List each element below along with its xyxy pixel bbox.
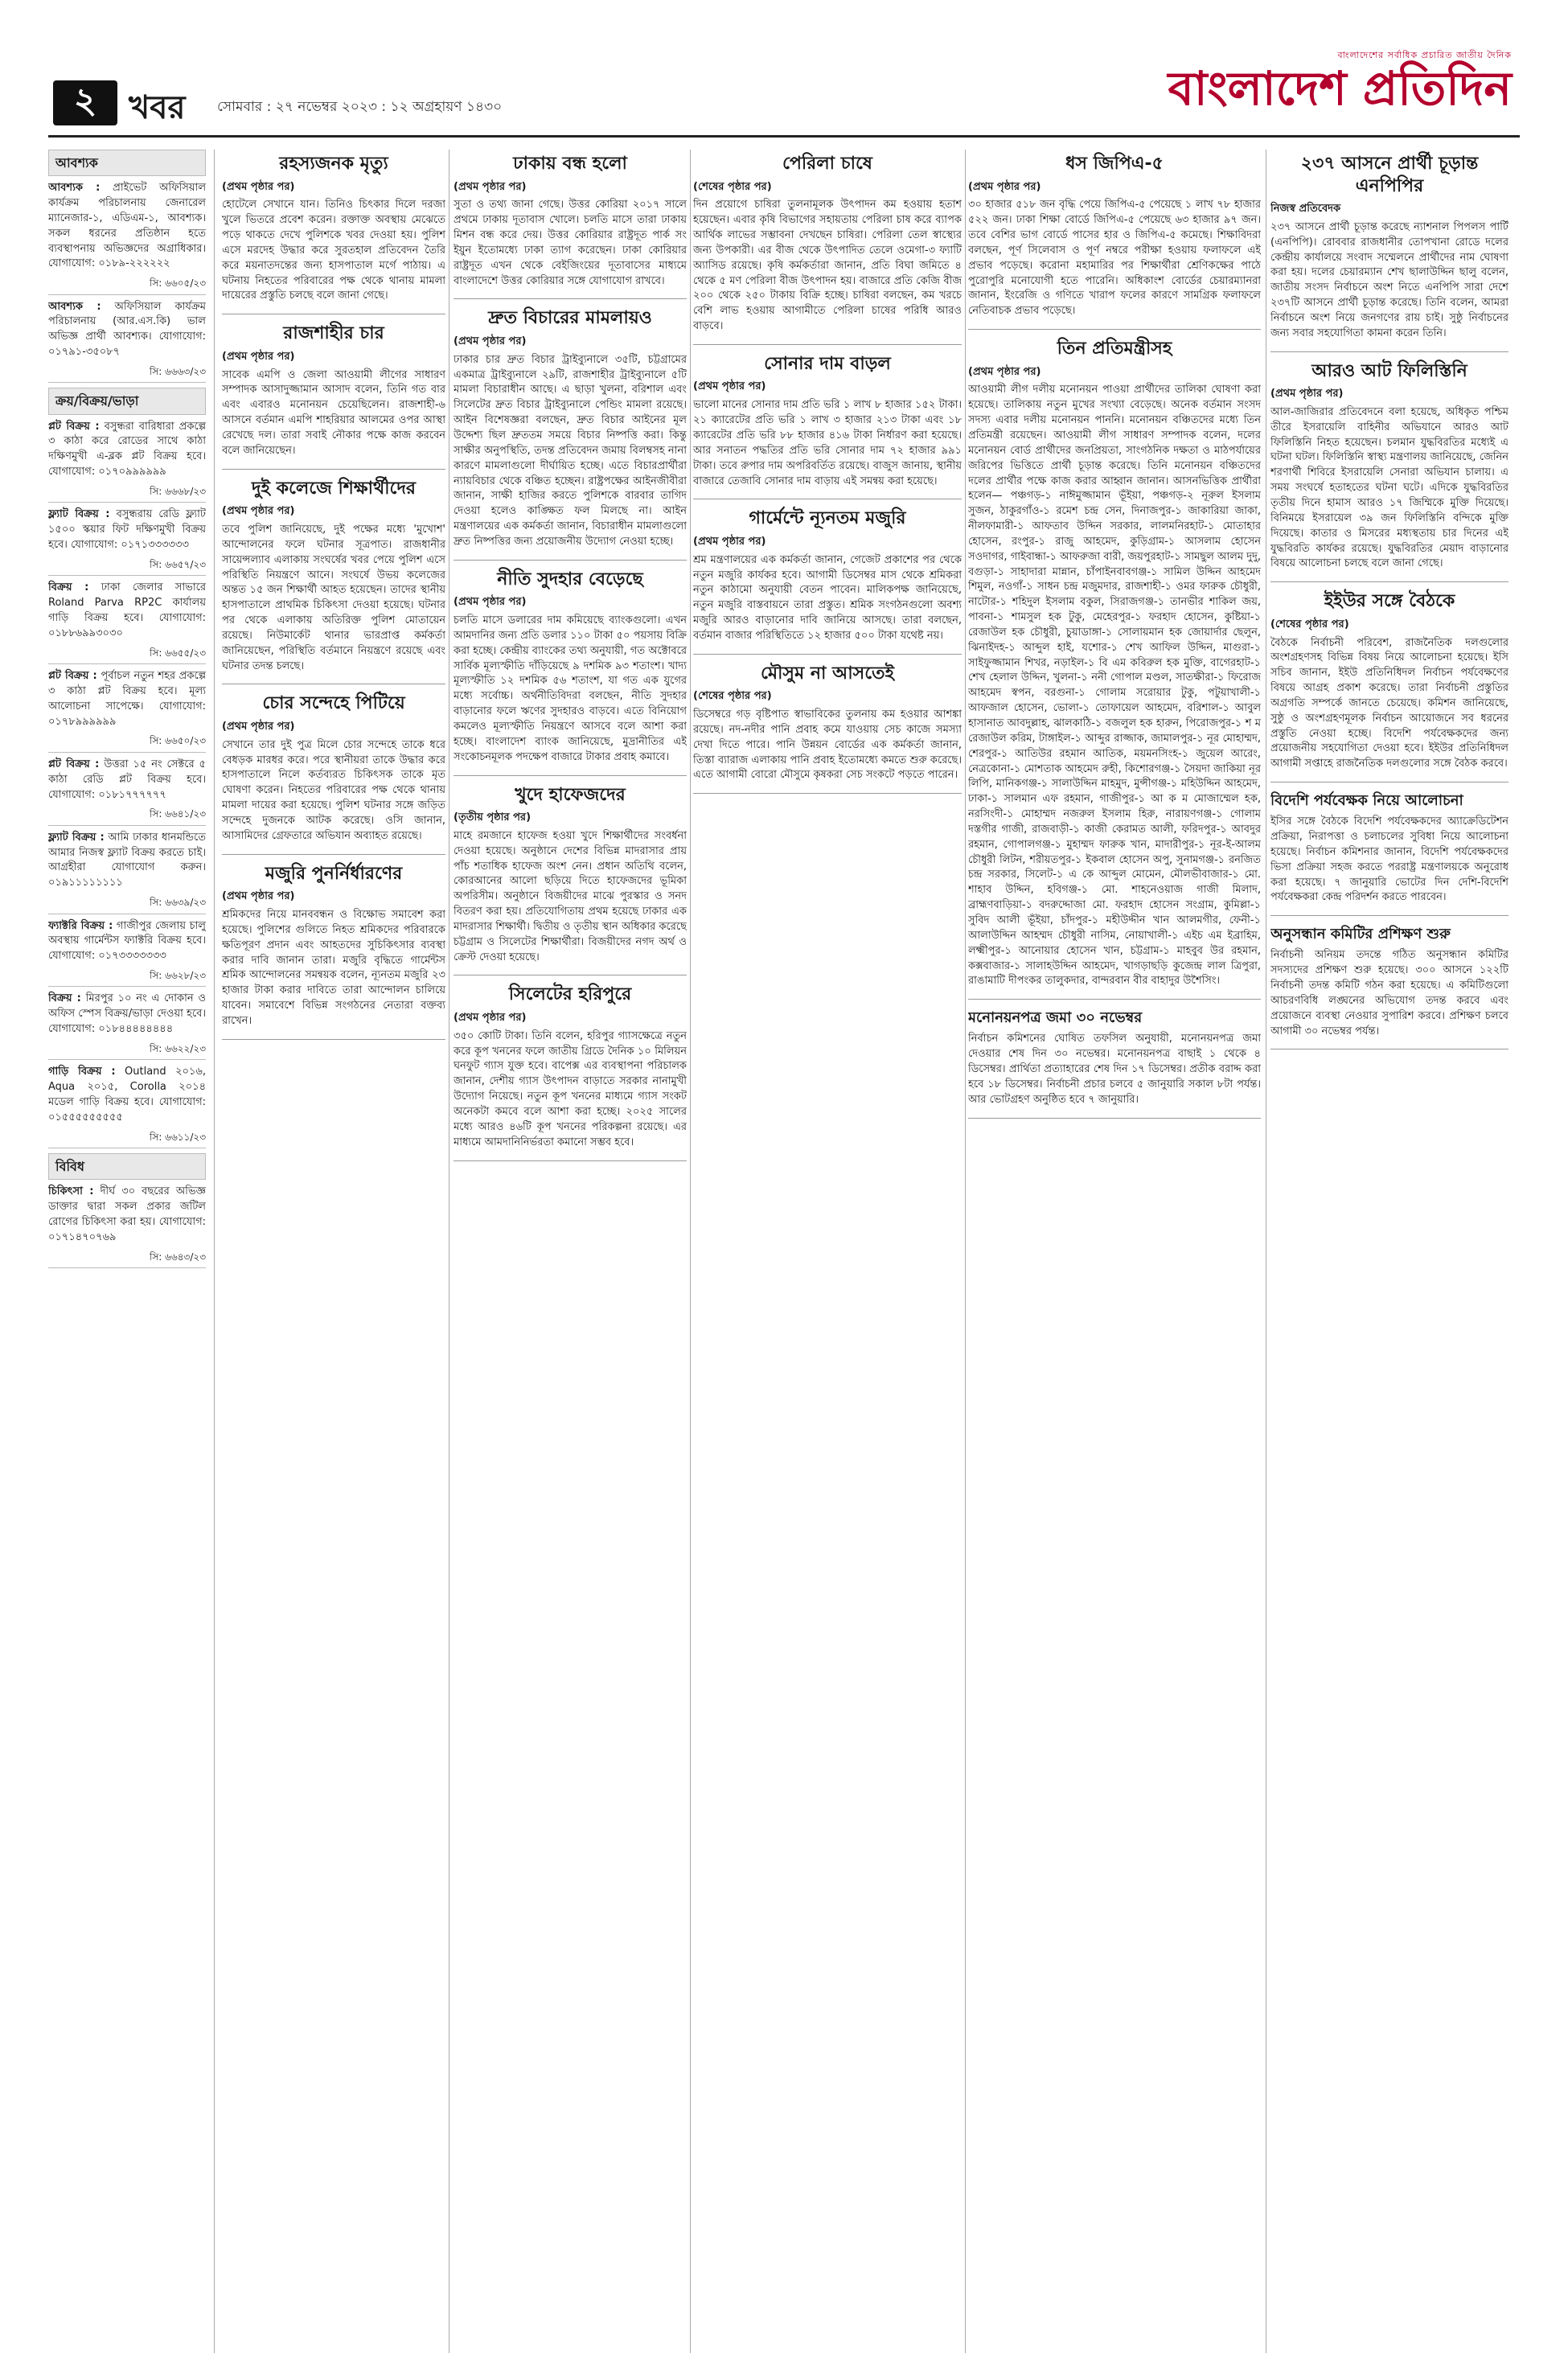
- article-body: সেখানে তার দুই পুত্র মিলে চোর সন্দেহে তাকে ধরে বেধড়ক মারধর করে। পরে স্থানীয়রা তাকে উদ্ধার করে হাসপাতালে নিলে কর্তব্যরত চিকিৎসক তাকে মৃত ঘোষণা করেন। নিহতের পরিবারের পক্ষ থেকে থানায় মামলা দায়ের করা হয়েছে। পুলিশ ঘটনার সঙ্গে জড়িত সন্দেহে দুজনকে আটক করেছে। ওসি জানান, আসামিদের গ্রেফতারে অভিযান অব্যাহত রয়েছে।: [222, 738, 445, 842]
- article-column-3: [693, 150, 962, 802]
- classified-number: সি: ৬৬৬৩/২৩: [149, 366, 206, 378]
- classified-number: সি: ৬৬৪১/২৩: [149, 808, 206, 820]
- classified-ad: [48, 1185, 206, 1268]
- classified-body: প্রাইভেট অফিসিয়াল কার্যক্রম পরিচালনায় জেনারেল ম্যানেজার-১, এডিএম-১, আবশ্যক। সকল ধরনের প্রতিষ্ঠান হতে ব্যবস্থাপনায় অভিজ্ঞদের অগ্রাধিকার। যোগাযোগ: ০১৮৯-২২২২২২: [48, 182, 206, 270]
- classified-ad: [48, 758, 206, 826]
- article-headline: নীতি সুদহার বেড়েছে: [497, 569, 643, 589]
- news-article: [454, 153, 687, 299]
- classified-ad: [48, 181, 206, 294]
- article-byline: (প্রথম পৃষ্ঠার পর): [454, 335, 527, 347]
- classified-text: [48, 300, 206, 360]
- article-body: আওয়ামী লীগ দলীয় মনোনয়ন পাওয়া প্রার্থীদের তালিকা ঘোষণা করা হয়েছে। তালিকায় নতুন মুখের সংখ্যা বেড়েছে। অনেক বর্তমান সংসদ সদস্য এবার দলীয় মনোনয়ন পাননি। মনোনয়ন বঞ্চিতদের মধ্যে তিন প্রতিমন্ত্রী রয়েছেন। আওয়ামী লীগ সাধারণ সম্পাদক বলেন, দলের মনোনয়ন বোর্ড প্রার্থীদের জনপ্রিয়তা, সাংগঠনিক দক্ষতা ও মাঠপর্যায়ের জরিপের ভিত্তিতে প্রার্থী চূড়ান্ত করেছে। তিনি মনোনয়ন বঞ্চিতদের দলের প্রার্থীর পক্ষে কাজ করার আহ্বান জানান। আসনভিত্তিক প্রার্থীরা হলেন— পঞ্চগড়-১ নাঈমুজ্জামান ভূঁইয়া, পঞ্চগড়-২ নূরুল ইসলাম সুজন, ঠাকুরগাঁও-১ রমেশ চন্দ্র সেন, দিনাজপুর-১ জাকারিয়া জাকা, নীলফামারী-১ আফতাব উদ্দিন সরকার, লালমনিরহাট-১ মোতাহার হোসেন, রংপুর-১ রাজু আহমেদ, কুড়িগ্রাম-১ আসলাম হোসেন সওদাগর, গাইবান্ধা-১ আফরুজা বারী, জয়পুরহাট-১ সামছুল আলম দুদু, বগুড়া-১ সাহাদারা মান্নান, চাঁপাইনবাবগঞ্জ-১ সামিল উদ্দিন আহমেদ শিমুল, নওগাঁ-১ সাধন চন্দ্র মজুমদার, রাজশাহী-১ ওমর ফারুক চৌধুরী, নাটোর-১ শহিদুল ইসলাম বকুল, সিরাজগঞ্জ-১ তানভীর শাকিল জয়, পাবনা-১ শামসুল হক টুকু, মেহেরপুর-১ ফরহাদ হোসেন, কুষ্টিয়া-১ রেজাউল হক চৌধুরী, চুয়াডাঙ্গা-১ সোলায়মান হক জোয়ার্দার ছেলুন, ঝিনাইদহ-১ আব্দুল হাই, যশোর-১ শেখ আফিল উদ্দিন, মাগুরা-১ সাইফুজ্জামান শিখর, নড়াইল-১ বি এম কবিরুল হক মুক্তি, বাগেরহাট-১ শেখ হেলাল উদ্দিন, খুলনা-১ ননী গোপাল মণ্ডল, সাতক্ষীরা-১ ফিরোজ আহমেদ স্বপন, বরগুনা-১ গোলাম সরোয়ার টুকু, পটুয়াখালী-১ আফজাল হোসেন, ভোলা-১ তোফায়েল আহমেদ, বরিশাল-১ আবুল হাসানাত আবদুল্লাহ, ঝালকাঠি-১ বজলুল হক হারুন, পিরোজপুর-১ শ ম রেজাউল করিম, টাঙ্গাইল-১ আব্দুর রাজ্জাক, জামালপুর-১ নূর মোহাম্মদ, শেরপুর-১ আতিউর রহমান আতিক, ময়মনসিংহ-১ জুয়েল আরেং, নেত্রকোনা-১ মোশতাক আহমেদ রুহী, কিশোরগঞ্জ-১ সৈয়দা জাকিয়া নূর লিপি, মানিকগঞ্জ-১ সালাউদ্দিন মাহমুদ, মুন্সীগঞ্জ-১ মহিউদ্দিন আহমেদ, ঢাকা-১ সালমান এফ রহমান, গাজীপুর-১ আ ক ম মোজাম্মেল হক, নরসিংদী-১ মোহাম্মদ নজরুল ইসলাম হিরু, নারায়ণগঞ্জ-১ গোলাম দস্তগীর গাজী, রাজবাড়ী-১ কাজী কেরামত আলী, ফরিদপুর-১ আবদুর রহমান, গোপালগঞ্জ-১ মুহাম্মদ ফারুক খান, মাদারীপুর-১ নূর-ই-আলম চৌধুরী লিটন, শরীয়তপুর-১ ইকবাল হোসেন অপু, সুনামগঞ্জ-১ রনজিত চন্দ্র সরকার, সিলেট-১ এ কে আব্দুল মোমেন, মৌলভীবাজার-১ মো. শাহাব উদ্দিন, হবিগঞ্জ-১ মো. শাহনেওয়াজ গাজী মিলাদ, ব্রাহ্মণবাড়িয়া-১ বদরুদ্দোজা মো. ফরহাদ হোসেন সংগ্রাম, কুমিল্লা-১ সুবিদ আলী ভূঁইয়া, চাঁদপুর-১ মহীউদ্দীন খান আলমগীর, ফেনী-১ আলাউদ্দিন আহম্মদ চৌধুরী নাসিম, নোয়াখালী-১ এইচ এম ইব্রাহিম, লক্ষ্মীপুর-১ আনোয়ার হোসেন খান, চট্টগ্রাম-১ মাহবুব উর রহমান, কক্সবাজার-১ সালাহউদ্দিন আহমেদ, খাগড়াছড়ি কুজেন্দ্র লাল ত্রিপুরা, রাঙামাটি দীপংকর তালুকদার, বান্দরবান বীর বাহাদুর উশৈসিং।: [968, 384, 1261, 988]
- news-article: [222, 153, 445, 314]
- article-headline: ধস জিপিএ-৫: [1065, 154, 1164, 174]
- article-headline: ২৩৭ আসনে প্রার্থী চূড়ান্ত এনপিপির: [1300, 154, 1479, 196]
- page-number: ২: [53, 80, 117, 125]
- news-article: [222, 692, 445, 854]
- classified-text: [48, 919, 206, 965]
- masthead-logo: বাংলাদেশ প্রতিদিন: [1168, 61, 1512, 116]
- article-subheading: অনুসন্ধান কমিটির প্রশিক্ষণ শুরু: [1270, 926, 1451, 943]
- article-headline: আরও আট ফিলিস্তিনি: [1311, 360, 1467, 381]
- classified-body: দীর্ঘ ৩০ বছরের অভিজ্ঞ ডাক্তার দ্বারা সকল প্রকার জটিল রোগের চিকিৎসা করা হয়। যোগাযোগ: ০১৭১৪৭০৭৬৯: [48, 1185, 206, 1243]
- article-headline: সোনার দাম বাড়ল: [764, 353, 891, 374]
- article-headline: মজুরি পুনর্নির্ধারণের: [265, 863, 403, 884]
- classified-number: সি: ৬৬০৫/২৩: [149, 277, 206, 290]
- classified-text: [48, 420, 206, 480]
- article-body: ডিসেম্বরে গড় বৃষ্টিপাত স্বাভাবিকের তুলনায় কম হওয়ার আশঙ্কা রয়েছে। নদ-নদীর পানি প্রবাহ কমে যাওয়ায় সেচ কাজে সমস্যা দেখা দিতে পারে। পানি উন্নয়ন বোর্ডের এক কর্মকর্তা জানান, তিস্তা ব্যারাজ এলাকায় পানি প্রবাহ ইতোমধ্যে কমতে শুরু করেছে। এতে আগামী বোরো মৌসুমে কৃষকরা সেচ সংকটে পড়তে পারেন।: [693, 709, 962, 782]
- article-body: শ্রমিকদের নিয়ে মানববন্ধন ও বিক্ষোভ সমাবেশ করা হয়েছে। পুলিশের গুলিতে নিহত শ্রমিকদের পরিবারকে ক্ষতিপূরণ প্রদান এবং আহতদের সুচিকিৎসার ব্যবস্থা করার দাবি জানান তারা। মজুরি বৃদ্ধিতে গার্মেন্টস শ্রমিক আন্দোলনের সমন্বয়ক বলেন, ন্যূনতম মজুরি ২৩ হাজার টাকা করার দাবিতে তারা আন্দোলন চালিয়ে যাবেন। সমাবেশে বিভিন্ন সংগঠনের নেতারা বক্তব্য রাখেন।: [222, 909, 445, 1027]
- classified-number: সি: ৬৬৫৭/২৩: [149, 558, 206, 570]
- article-byline: (প্রথম পৃষ্ঠার পর): [693, 380, 766, 393]
- classified-misc-list: [48, 1185, 206, 1268]
- article-byline: (প্রথম পৃষ্ঠার পর): [1270, 388, 1344, 400]
- page-header: [32, 0, 1536, 129]
- article-body: শ্রম মন্ত্রণালয়ের এক কর্মকর্তা জানান, গেজেট প্রকাশের পর থেকে নতুন মজুরি কার্যকর হবে। আগামী ডিসেম্বর মাস থেকে শ্রমিকরা নতুন কাঠামো অনুযায়ী বেতন পাবেন। মালিকপক্ষ জানিয়েছে, নতুন মজুরি বাস্তবায়নে তারা প্রস্তুত। শ্রমিক সংগঠনগুলো অবশ্য মজুরি আরও বাড়ানোর দাবি জানিয়ে আসছে। তারা বলছেন, বর্তমান বাজার পরিস্থিতিতে ১২ হাজার ৫০০ টাকা যথেষ্ট নয়।: [693, 553, 962, 642]
- news-article: [1270, 791, 1508, 916]
- classified-keyword: বিক্রয় :: [48, 992, 81, 1005]
- classified-keyword: বিক্রয় :: [48, 581, 89, 594]
- classified-wanted-list: [48, 181, 206, 383]
- news-article: [1270, 360, 1508, 583]
- article-body: নির্বাচনী অনিয়ম তদন্তে গঠিত অনুসন্ধান কমিটির সদস্যদের প্রশিক্ষণ শুরু হয়েছে। ৩০০ আসনে ১২২টি নির্বাচনী তদন্ত কমিটি গঠন করা হয়েছে। এ কমিটিগুলো আচরণবিধি লঙ্ঘনের অভিযোগ তদন্ত করবে এবং প্রয়োজনে ব্যবস্থা নেওয়ার সুপারিশ করবে। প্রশিক্ষণ চলবে আগামী ৩০ নভেম্বর পর্যন্ত।: [1270, 949, 1508, 1037]
- classified-body: বসুন্ধরা বারিধারা প্রকল্পে ৩ কাঠা করে রোডের সাথে কাঠা দক্ষিণমুখী এ-ব্লক প্লট বিক্রয় হবে। যোগাযোগ: ০১৭০৯৯৯৯৯৯: [48, 420, 206, 478]
- classified-body: Outland ২০১৬, Aqua ২০১৫, Corolla ২০১৪ মডেল গাড়ি বিক্রয় হবে। যোগাযোগ: ০১৫৫৫৫৫৫৫৫৫: [48, 1066, 206, 1123]
- classified-keyword: আবশ্যক :: [48, 182, 101, 195]
- article-body: আল-জাজিরার প্রতিবেদনে বলা হয়েছে, অধিকৃত পশ্চিম তীরে ইসরায়েলি বাহিনীর অভিযানে আরও আট ফিলিস্তিনি নিহত হয়েছেন। চলমান যুদ্ধবিরতির মধ্যেই এ ঘটনা ঘটল। ফিলিস্তিনি স্বাস্থ্য মন্ত্রণালয় জানিয়েছে, জেনিন শরণার্থী শিবিরে ইসরায়েলি সেনারা অভিযান চালায়। এ সময় সংঘর্ষে হতাহতের ঘটনা ঘটে। এদিকে যুদ্ধবিরতির তৃতীয় দিনে হামাস আরও ১৭ জিম্মিকে মুক্তি দিয়েছে। বিনিময়ে ইসরায়েল ৩৯ জন ফিলিস্তিনি বন্দিকে মুক্তি দিয়েছে। কাতার ও মিসরের মধ্যস্থতায় চার দিনের এই যুদ্ধবিরতি কার্যকর রয়েছে। যুদ্ধবিরতির মেয়াদ বাড়ানোর বিষয়ে আলোচনা চলছে বলে জানা গেছে।: [1270, 405, 1508, 570]
- column-divider: [690, 150, 691, 2353]
- article-byline: (প্রথম পৃষ্ঠার পর): [222, 890, 295, 903]
- header-divider: [48, 135, 1520, 138]
- article-byline: (প্রথম পৃষ্ঠার পর): [222, 505, 295, 518]
- news-article: [454, 784, 687, 976]
- classified-text: [48, 992, 206, 1037]
- classified-text: [48, 1185, 206, 1245]
- article-subheading: মনোনয়নপত্র জমা ৩০ নভেম্বর: [968, 1009, 1143, 1027]
- news-article: [693, 663, 962, 795]
- classified-text: [48, 507, 206, 553]
- classified-keyword: ফ্ল্যাট বিক্রয় :: [48, 831, 105, 844]
- news-article: [693, 507, 962, 654]
- article-byline: (প্রথম পৃষ্ঠার পর): [222, 350, 295, 363]
- classified-ad: [48, 992, 206, 1060]
- classified-ad: [48, 581, 206, 664]
- classified-keyword: প্লট বিক্রয় :: [48, 420, 100, 433]
- classified-keyword: ফ্যাক্টরি বিক্রয় :: [48, 919, 113, 932]
- news-article: [454, 307, 687, 560]
- classified-ad: [48, 507, 206, 576]
- article-headline: খুদে হাফেজদের: [515, 784, 626, 805]
- classified-keyword: প্লট বিক্রয় :: [48, 758, 100, 770]
- classified-keyword: আবশ্যক :: [48, 300, 101, 313]
- classified-number: সি: ৬৬৫০/২৩: [149, 735, 206, 747]
- masthead-tagline: বাংলাদেশের সর্বাধিক প্রচারিত জাতীয় দৈনিক: [1337, 50, 1512, 60]
- classified-header-sale: ক্রয়/বিক্রয়/ভাড়া: [48, 388, 206, 414]
- classified-text: [48, 1065, 206, 1125]
- article-headline: দ্রুত বিচারের মামলায়ও: [488, 308, 652, 329]
- classifieds-column: [48, 150, 206, 2353]
- newspaper-page: [32, 0, 1536, 2374]
- article-headline: চোর সন্দেহে পিটিয়ে: [262, 693, 405, 714]
- section-name: খবর: [129, 89, 186, 126]
- article-body: ঢাকার চার দ্রুত বিচার ট্রাইব্যুনালে ৩৫টি, চট্টগ্রামের একমাত্র ট্রাইব্যুনালে ২৯টি, রাজশাহীর ট্রাইব্যুনালে ৫টি মামলা বিচারাধীন আছে। এ ছাড়া খুলনা, বরিশাল এবং সিলেটের দ্রুত বিচার ট্রাইব্যুনালে পেন্ডিং মামলা রয়েছে। আইন বিশেষজ্ঞরা বলছেন, দ্রুত বিচার আইনের মূল উদ্দেশ্য ছিল দ্রুততম সময়ে বিচার নিষ্পত্তি করা। কিন্তু সাক্ষীর অনুপস্থিতি, তদন্ত প্রতিবেদন জমায় বিলম্বসহ নানা কারণে মামলাগুলো দীর্ঘায়িত হচ্ছে। এতে বিচারপ্রার্থীরা ন্যায়বিচার থেকে বঞ্চিত হচ্ছেন। রাষ্ট্রপক্ষের আইনজীবীরা জানান, সাক্ষী হাজির করতে পুলিশকে বারবার তাগিদ দেওয়া হলেও কাঙ্ক্ষিত ফল মিলছে না। আইন মন্ত্রণালয়ের এক কর্মকর্তা জানান, বিচারাধীন মামলাগুলো দ্রুত নিষ্পত্তির জন্য প্রয়োজনীয় উদ্যোগ নেওয়া হচ্ছে।: [454, 353, 687, 548]
- article-body: দিন প্রয়োগে চাষিরা তুলনামূলক উৎপাদন কম হওয়ায় হতাশ হয়েছেন। এবার কৃষি বিভাগের সহায়তায় পেরিলা চাষ করে ব্যাপক আর্থিক লাভের সম্ভাবনা দেখছেন চাষিরা। পেরিলা তেল স্বাস্থ্যের জন্য উপকারী। এর বীজ থেকে উৎপাদিত তেলে ওমেগা-৩ ফ্যাটি অ্যাসিড রয়েছে। কৃষি কর্মকর্তারা জানান, প্রতি বিঘা জমিতে ৪ থেকে ৫ মণ পেরিলা বীজ উৎপাদন হয়। বাজারে প্রতি কেজি বীজ ২০০ থেকে ২৫০ টাকায় বিক্রি হচ্ছে। চাষিরা বলছেন, কম খরচে বেশি লাভ হওয়ায় আগামীতে পেরিলা চাষের পরিধি আরও বাড়বে।: [693, 199, 962, 333]
- article-byline: (শেষের পৃষ্ঠার পর): [693, 690, 772, 703]
- article-body: ভালো মানের সোনার দাম প্রতি ভরি ১ লাখ ৮ হাজার ১৫২ টাকা। ২১ ক্যারেটের প্রতি ভরি ১ লাখ ৩ হাজার ২১৩ টাকা এবং ১৮ ক্যারেটের প্রতি ভরি ৮৮ হাজার ৪১৬ টাকা নির্ধারণ করা হয়েছে। আর সনাতন পদ্ধতির প্রতি ভরি সোনার দাম ৭২ হাজার ৯৯১ টাকা। তবে রুপার দাম অপরিবর্তিত রয়েছে। বাজুস জানায়, স্থানীয় বাজারে তেজাবি সোনার দাম বাড়ায় এই সমন্বয় করা হয়েছে।: [693, 399, 962, 487]
- dateline: সোমবার : ২৭ নভেম্বর ২০২৩ : ১২ অগ্রহায়ণ ১৪৩০: [217, 99, 503, 115]
- article-byline: (প্রথম পৃষ্ঠার পর): [454, 1011, 527, 1024]
- classified-body: বসুন্ধরায় রেডি ফ্ল্যাট ১৫০০ স্কয়ার ফিট দক্ষিণমুখী বিক্রয় হবে। যোগাযোগ: ০১৭১৩৩৩৩৩৩: [48, 508, 206, 552]
- classified-ad: [48, 831, 206, 914]
- article-headline: মৌসুম না আসতেই: [761, 663, 894, 684]
- article-byline: (প্রথম পৃষ্ঠার পর): [968, 365, 1041, 378]
- article-byline: (প্রথম পৃষ্ঠার পর): [968, 180, 1041, 193]
- classified-number: সি: ৬৬১১/২৩: [149, 1131, 206, 1143]
- classified-number: সি: ৬৬৫৫/২৩: [149, 647, 206, 659]
- article-body: নির্বাচন কমিশনের ঘোষিত তফসিল অনুযায়ী, মনোনয়নপত্র জমা দেওয়ার শেষ দিন ৩০ নভেম্বর। মনোনয়নপত্র বাছাই ১ থেকে ৪ ডিসেম্বর। প্রার্থিতা প্রত্যাহারের শেষ দিন ১৭ ডিসেম্বর। প্রতীক বরাদ্দ করা হবে ১৮ ডিসেম্বর। নির্বাচনী প্রচার চলবে ৫ জানুয়ারি সকাল ৮টা পর্যন্ত। আর ভোটগ্রহণ অনুষ্ঠিত হবে ৭ জানুয়ারি।: [968, 1033, 1261, 1106]
- news-article: [693, 153, 962, 345]
- article-column-1: [222, 150, 445, 1048]
- article-column-2: [454, 150, 687, 1169]
- article-body: চলতি মাসে ডলারের দাম কমিয়েছে ব্যাংকগুলো। এখন আমদানির জন্য প্রতি ডলার ১১০ টাকা ৫০ পয়সায় বিক্রি করা হচ্ছে। কেন্দ্রীয় ব্যাংকের তথ্য অনুযায়ী, গত অক্টোবরে সার্বিক মূল্যস্ফীতি দাঁড়িয়েছে ৯ দশমিক ৯৩ শতাংশ। খাদ্য মূল্যস্ফীতি ১২ দশমিক ৫৬ শতাংশ, যা গত এক যুগের মধ্যে সর্বোচ্চ। অর্থনীতিবিদরা বলছেন, নীতি সুদহার বাড়ানোর ফলে ঋণের সুদহারও বাড়বে। এতে বিনিয়োগ কমলেও মূল্যস্ফীতি নিয়ন্ত্রণে আসবে বলে আশা করা হচ্ছে। বাংলাদেশ ব্যাংক জানিয়েছে, মুদ্রানীতির এই সংকোচনমূলক পদক্ষেপ বাজারে টাকার প্রবাহ কমাবে।: [454, 614, 687, 763]
- classified-body: অফিসিয়াল কার্যক্রম পরিচালনায় (আর.এস.কি) ভাল অভিজ্ঞ প্রার্থী আবশ্যক। যোগাযোগ: ০১৭৯১-৩৫০৮৭: [48, 300, 206, 359]
- article-headline: সিলেটের হরিপুরে: [508, 984, 632, 1005]
- classified-ad: [48, 300, 206, 384]
- article-headline: পেরিলা চাষে: [782, 154, 872, 174]
- classified-body: ঢাকা জেলার সাভারে Roland Parva RP2C কার্যালয় গাড়ি বিক্রয় হবে। যোগাযোগ: ০১৮৮৬৯৯৩০৩০: [48, 581, 206, 639]
- article-column-4: [968, 150, 1261, 1127]
- news-article: [968, 1008, 1261, 1118]
- classified-ad: [48, 669, 206, 753]
- classified-ad: [48, 420, 206, 503]
- article-byline: (প্রথম পৃষ্ঠার পর): [454, 180, 527, 193]
- article-byline: (প্রথম পৃষ্ঠার পর): [222, 180, 295, 193]
- article-headline: গার্মেন্টে ন্যূনতম মজুরি: [749, 508, 906, 529]
- classified-text: [48, 669, 206, 729]
- article-body: সাবেক এমপি ও জেলা আওয়ামী লীগের সাধারণ সম্পাদক আসাদুজ্জামান আসাদ বলেন, তিনি গত বার এবং এবারও মনোনয়ন চেয়েছিলেন। রাজশাহী-৬ আসনে বর্তমান এমপি শাহরিয়ার আলমের ওপর আস্থা রেখেছে দল। তারা সবাই নৌকার পক্ষে কাজ করবেন বলে জানিয়েছেন।: [222, 368, 445, 457]
- news-article: [222, 863, 445, 1040]
- classified-text: [48, 581, 206, 641]
- article-body: হোটেলে সেখানে যান। তিনিও চিৎকার দিলে দরজা খুলে ভিতরে প্রবেশ করেন। রক্তাক্ত অবস্থায় মেঝেতে পড়ে থাকতে দেখে পুলিশকে খবর দেওয়া হয়। পুলিশ এসে মরদেহ উদ্ধার করে সুরতহাল প্রতিবেদন তৈরি করে ময়নাতদন্তের জন্য হাসপাতাল মর্গে পাঠায়। এ ঘটনায় নিহতের পরিবারের পক্ষ থেকে থানায় মামলা দায়েরের প্রস্তুতি চলছে বলে জানা গেছে।: [222, 199, 445, 302]
- classified-number: সি: ৬৬৩৯/২৩: [149, 897, 206, 909]
- article-byline: (প্রথম পৃষ্ঠার পর): [693, 535, 766, 548]
- column-divider: [965, 150, 966, 2353]
- article-byline: (প্রথম পৃষ্ঠার পর): [222, 720, 295, 733]
- news-article: [454, 569, 687, 776]
- classified-body: আমি ঢাকার ধানমন্ডিতে আমার নিজস্ব ফ্ল্যাট বিক্রয় করতে চাই। আগ্রহীরা যোগাযোগ করুন। ০১৯১১১১১১১১: [48, 831, 206, 889]
- article-subheading: বিদেশি পর্যবেক্ষক নিয়ে আলোচনা: [1270, 792, 1463, 810]
- article-body: ৩৫০ কোটি টাকা। তিনি বলেন, হরিপুর গ্যাসক্ষেত্রে নতুন করে কূপ খননের ফলে জাতীয় গ্রিডে দৈনিক ১০ মিলিয়ন ঘনফুট গ্যাস যুক্ত হবে। বাপেক্স এর ব্যবস্থাপনা পরিচালক জানান, দেশীয় গ্যাস উৎপাদন বাড়াতে সরকার নানামুখী উদ্যোগ নিয়েছে। নতুন কূপ খননের মাধ্যমে গ্যাস সংকট অনেকটা কমবে বলে আশা করা হচ্ছে। ২০২৫ সালের মধ্যে আরও ৪৬টি কূপ খননের পরিকল্পনা রয়েছে। এর মাধ্যমে আমদানিনির্ভরতা কমানো সম্ভব হবে।: [454, 1029, 687, 1148]
- classified-text: [48, 831, 206, 891]
- classified-header-wanted: আবশ্যক: [48, 150, 206, 176]
- news-article: [454, 984, 687, 1160]
- news-article: [1270, 924, 1508, 1049]
- article-body: তবে পুলিশ জানিয়েছে, দুই পক্ষের মধ্যে 'মুখোশ' আন্দোলনের ফলে ঘটনার সূত্রপাত। রাজধানীর সায়েন্সল্যাব এলাকায় সংঘর্ষের খবর পেয়ে পুলিশ এসে পরিস্থিতি নিয়ন্ত্রণে আনে। সংঘর্ষে উভয় কলেজের অন্তত ১৫ জন শিক্ষার্থী আহত হয়েছেন। তাদের স্থানীয় হাসপাতালে প্রাথমিক চিকিৎসা দেওয়া হয়েছে। ঘটনার পর থেকে এলাকায় অতিরিক্ত পুলিশ মোতায়েন রয়েছে। নিউমার্কেট থানার ভারপ্রাপ্ত কর্মকর্তা জানিয়েছেন, পরিস্থিতি বর্তমানে নিয়ন্ত্রণে রয়েছে এবং ঘটনার তদন্ত চলছে।: [222, 524, 445, 672]
- masthead: [1134, 48, 1512, 137]
- article-body: ৩০ হাজার ৫১৮ জন বৃদ্ধি পেয়ে জিপিএ-৫ পেয়েছে ১ লাখ ৭৮ হাজার ৫২২ জন। ঢাকা শিক্ষা বোর্ডে জিপিএ-৫ পেয়েছে ৬৩ হাজার ৯৭ জন। তবে বেশির ভাগ বোর্ডে পাসের হার ও জিপিএ-৫ কমেছে। শিক্ষাবিদরা বলছেন, পূর্ণ সিলেবাস ও পূর্ণ নম্বরে পরীক্ষা হওয়ায় ফলাফলে এই প্রভাব পড়েছে। করোনা মহামারির পর শিক্ষার্থীরা শ্রেণিকক্ষের পাঠে পুরোপুরি মনোযোগী হতে পারেনি। অধিকাংশ বোর্ডের চেয়ারম্যানরা জানান, ইংরেজি ও গণিতে খারাপ ফলের কারণে সামগ্রিক ফলাফলে নেতিবাচক প্রভাব পড়েছে।: [968, 199, 1261, 318]
- classified-sale-list: [48, 420, 206, 1149]
- news-article: [1270, 590, 1508, 782]
- classified-body: গাজীপুর জেলায় চালু অবস্থায় গার্মেন্টস ফ্যাক্টরি বিক্রয় হবে। যোগাযোগ: ০১৭৩৩৩৩৩৩৩: [48, 919, 206, 963]
- article-headline: ঢাকায় বন্ধ হলো: [513, 154, 627, 174]
- classified-number: সি: ৬৬৬৮/২৩: [149, 485, 206, 497]
- article-body: বৈঠকে নির্বাচনী পরিবেশ, রাজনৈতিক দলগুলোর অংশগ্রহণসহ বিভিন্ন বিষয় নিয়ে আলোচনা হয়েছে। ইসি সচিব জানান, ইইউ প্রতিনিধিদল নির্বাচন পর্যবেক্ষণের বিষয়ে আগ্রহ প্রকাশ করেছে। তারা নির্বাচনী প্রস্তুতির অগ্রগতি সম্পর্কে জানতে চেয়েছে। কমিশন জানিয়েছে, সুষ্ঠু ও অংশগ্রহণমূলক নির্বাচন আয়োজনে সব ধরনের প্রস্তুতি নেওয়া হচ্ছে। বিদেশি পর্যবেক্ষকদের জন্য প্রয়োজনীয় সহযোগিতা দেওয়া হবে। ইইউর প্রতিনিধিদল আগামী সপ্তাহে রাজনৈতিক দলগুলোর সঙ্গে বৈঠক করবে।: [1270, 636, 1508, 770]
- classified-keyword: চিকিৎসা :: [48, 1185, 94, 1198]
- article-body: ২৩৭ আসনে প্রার্থী চূড়ান্ত করেছে ন্যাশনাল পিপলস পার্টি (এনপিপি)। রোববার রাজধানীর তোপখানা রোডে দলের কেন্দ্রীয় কার্যালয়ে সংবাদ সম্মেলনে প্রার্থীদের নাম ঘোষণা করা হয়। দলের চেয়ারম্যান শেখ ছালাউদ্দিন ছালু বলেন, জাতীয় সংসদ নির্বাচনে অংশ নিতে এনপিপি সারা দেশে ২৩৭টি আসনে প্রার্থী চূড়ান্ত করেছে। তিনি বলেন, আমরা নির্বাচনে অংশ নিয়ে জনগণের রায় চাই। সুষ্ঠু নির্বাচনের জন্য সবার সহযোগিতা কামনা করেন তিনি।: [1270, 220, 1508, 339]
- classified-number: সি: ৬৬২৮/২৩: [149, 970, 206, 982]
- news-article: [222, 478, 445, 685]
- classified-body: উত্তরা ১৫ নং সেক্টরে ৫ কাঠা রেডি প্লট বিক্রয় হবে। যোগাযোগ: ০১৮১৭৭৭৭৭৭: [48, 758, 206, 801]
- article-headline: ইইউর সঙ্গে বৈঠকে: [1324, 591, 1455, 612]
- classified-text: [48, 181, 206, 272]
- article-byline: (শেষের পৃষ্ঠার পর): [693, 180, 772, 193]
- classified-keyword: প্লট বিক্রয় :: [48, 670, 97, 683]
- classified-body: পূর্বাচল নতুন শহর প্রকল্পে ৩ কাঠা প্লট বিক্রয় হবে। মূল্য আলোচনা সাপেক্ষে। যোগাযোগ: ০১৭৮৯৯৯৯৯৯: [48, 670, 206, 728]
- classified-keyword: ফ্ল্যাট বিক্রয় :: [48, 508, 110, 521]
- column-divider: [214, 150, 215, 2353]
- classified-keyword: গাড়ি বিক্রয় :: [48, 1066, 116, 1078]
- article-body: মাহে রমজানে হাফেজ হওয়া খুদে শিক্ষার্থীদের সংবর্ধনা দেওয়া হয়েছে। অনুষ্ঠানে দেশের বিভিন্ন মাদরাসার প্রায় পাঁচ শতাধিক হাফেজ অংশ নেন। প্রধান অতিথি বলেন, কোরআনের আলো ছড়িয়ে দিতে হাফেজদের ভূমিকা অপরিসীম। অনুষ্ঠানে বিজয়ীদের মাঝে পুরস্কার ও সনদ বিতরণ করা হয়। প্রতিযোগিতায় প্রথম হয়েছে ঢাকার এক মাদরাসার শিক্ষার্থী। দ্বিতীয় ও তৃতীয় স্থান অধিকার করেছে চট্টগ্রাম ও সিলেটের শিক্ষার্থীরা। বিজয়ীদের নগদ অর্থ ও ক্রেস্ট দেওয়া হয়েছে।: [454, 829, 687, 963]
- article-headline: দুই কলেজে শিক্ষার্থীদের: [251, 478, 417, 499]
- news-article: [1270, 153, 1508, 352]
- article-byline: (প্রথম পৃষ্ঠার পর): [454, 596, 527, 609]
- classified-header-misc: বিবিধ: [48, 1153, 206, 1180]
- article-body: ইসির সঙ্গে বৈঠকে বিদেশি পর্যবেক্ষকদের অ্যাক্রেডিটেশন প্রক্রিয়া, নিরাপত্তা ও চলাচলের সুবিধা নিয়ে আলোচনা হয়েছে। নির্বাচন কমিশনার জানান, বিদেশি পর্যবেক্ষকদের ভিসা প্রক্রিয়া সহজ করতে পররাষ্ট্র মন্ত্রণালয়কে অনুরোধ করা হয়েছে। ৭ জানুয়ারি ভোটের দিন দেশি-বিদেশি পর্যবেক্ষকরা কেন্দ্র পরিদর্শন করতে পারবেন।: [1270, 815, 1508, 904]
- classified-body: মিরপুর ১০ নং এ দোকান ও অফিস স্পেস বিক্রয়/ভাড়া দেওয়া হবে। যোগাযোগ: ০১৮৪৪৪৪৪৪৪৪: [48, 992, 206, 1036]
- news-article: [693, 353, 962, 499]
- article-headline: রাজশাহীর চার: [283, 323, 384, 344]
- article-byline: (তৃতীয় পৃষ্ঠার পর): [454, 811, 532, 824]
- news-article: [222, 322, 445, 469]
- classified-number: সি: ৬৬৪৩/২৩: [149, 1251, 206, 1263]
- classified-text: [48, 758, 206, 803]
- classified-ad: [48, 919, 206, 988]
- article-byline: নিজস্ব প্রতিবেদক: [1270, 203, 1341, 215]
- article-column-5: [1270, 150, 1508, 1058]
- classified-number: সি: ৬৬২২/২৩: [149, 1042, 206, 1054]
- classified-ad: [48, 1065, 206, 1148]
- article-headline: রহস্যজনক মৃত্যু: [279, 154, 388, 174]
- article-headline: তিন প্রতিমন্ত্রীসহ: [1057, 339, 1172, 359]
- news-article: [968, 338, 1261, 1000]
- news-article: [968, 153, 1261, 330]
- article-byline: (শেষের পৃষ্ঠার পর): [1270, 618, 1349, 630]
- article-body: সুতা ও তথ্য জানা গেছে। উত্তর কোরিয়া ২০১৭ সালে প্রথমে ঢাকায় দূতাবাস খোলে। চলতি মাসে তারা ঢাকায় মিশন বন্ধ করে দেয়। উত্তর কোরিয়ার রাষ্ট্রদূত পার্ক সং ইয়ুন ইতোমধ্যে ঢাকা ত্যাগ করেছেন। ঢাকা কোরিয়ার রাষ্ট্রদূত এখন থেকে বেইজিংয়ের দূতাবাসের মাধ্যমে বাংলাদেশে উত্তর কোরিয়ার সঙ্গে যোগাযোগ রাখবে।: [454, 199, 687, 287]
